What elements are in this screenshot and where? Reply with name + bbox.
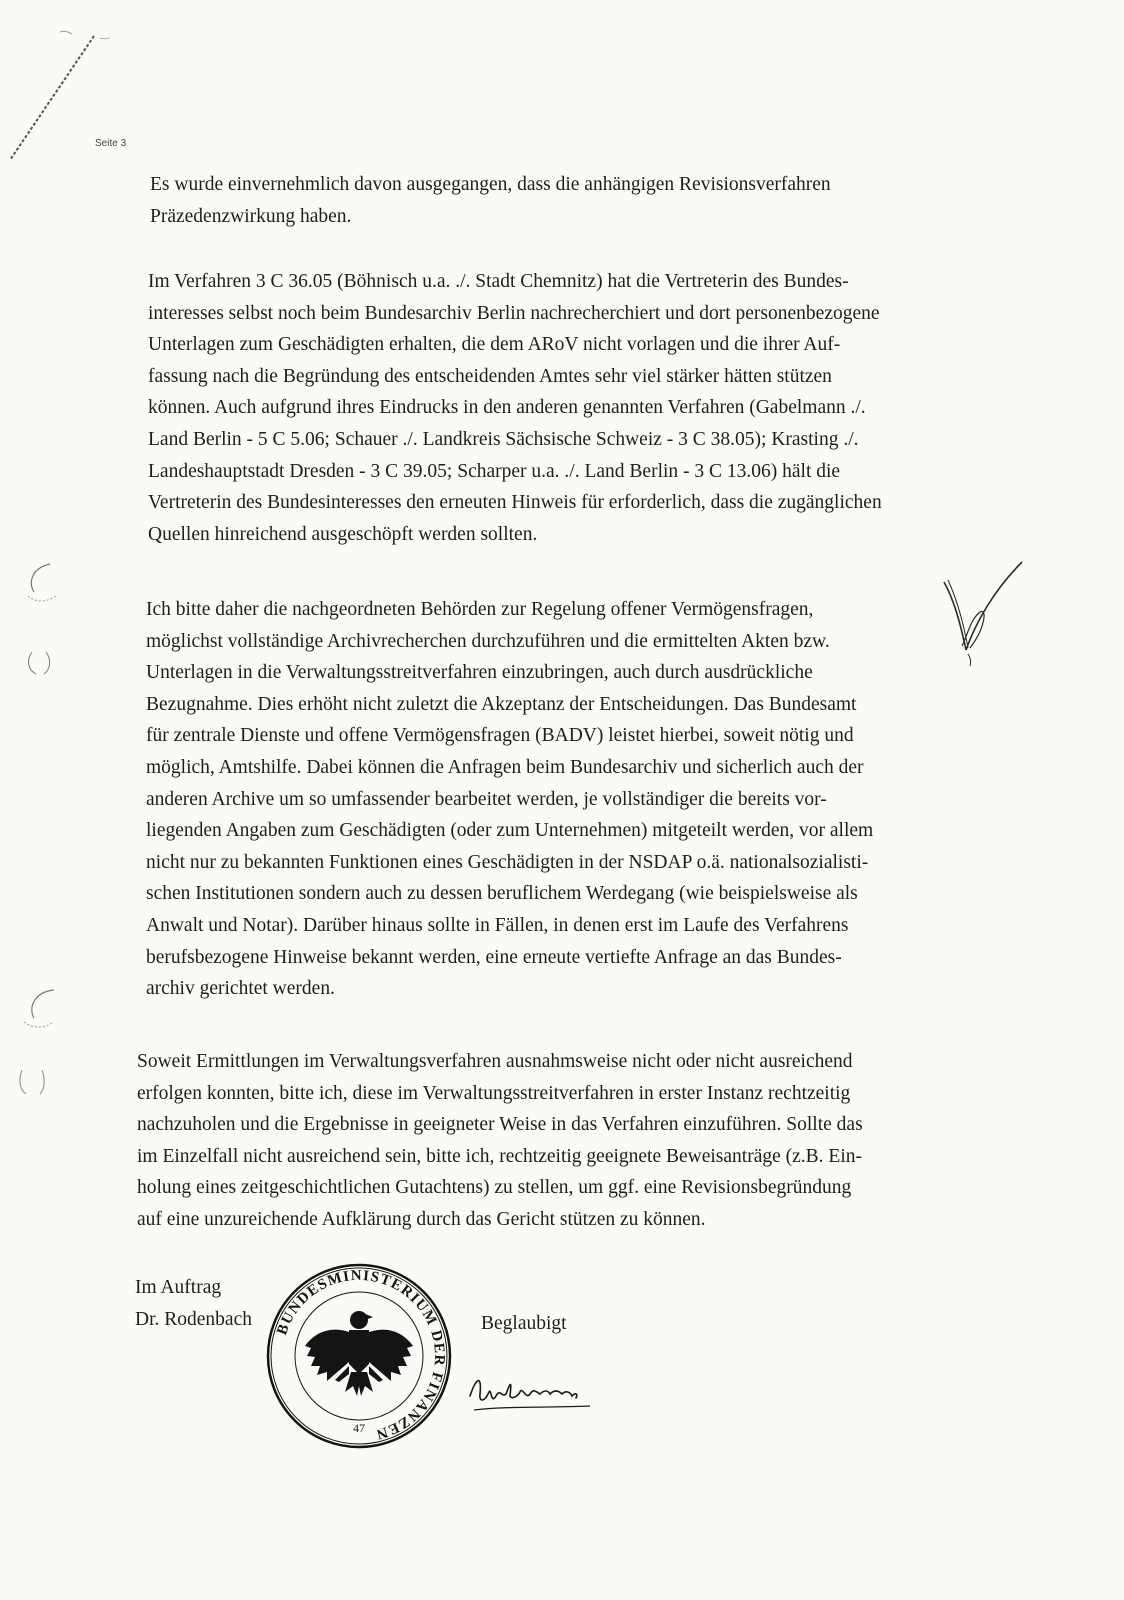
paragraph-1 <box>150 169 831 232</box>
text-line: Vertreterin des Bundesinteresses den erneuten Hinweis für erforderlich, dass die zugänglichen <box>148 492 882 514</box>
eagle-icon <box>305 1311 413 1396</box>
text-line: holung eines zeitgeschichtlichen Gutachtens) zu stellen, um ggf. eine Revisionsbegründung <box>137 1177 852 1199</box>
text-line: liegenden Angaben zum Geschädigten (oder zum Unternehmen) mitgeteilt werden, vor allem <box>146 820 874 842</box>
paragraph-2 <box>148 266 882 550</box>
text-line: im Einzelfall nicht ausreichend sein, bitte ich, rechtzeitig geeignete Beweisanträge (z.B. Ein- <box>137 1145 863 1167</box>
page-label: Seite 3 <box>95 138 127 149</box>
text-line: Land Berlin - 5 C 5.06; Schauer ./. Landkreis Sächsische Schweiz - 3 C 38.05); Krasting ./. <box>148 428 859 450</box>
text-line: Im Verfahren 3 C 36.05 (Böhnisch u.a. ./. Stadt Chemnitz) hat die Vertreterin des Bundes- <box>148 271 849 292</box>
paragraph-3 <box>146 594 873 1005</box>
signoff-block <box>135 1272 252 1336</box>
beglaubigt-label: Beglaubigt <box>481 1313 567 1334</box>
paragraph-4 <box>137 1046 863 1236</box>
text-line: schen Institutionen sondern auch zu dessen beruflichem Werdegang (wie beispielsweise als <box>146 883 858 905</box>
text-line: Präzedenzwirkung haben. <box>150 205 352 227</box>
in-auftrag-label: Im Auftrag <box>135 1277 222 1298</box>
text-line: Unterlagen zum Geschädigten erhalten, die dem ARoV nicht vorlagen und die ihrer Auf- <box>148 334 841 356</box>
text-line: erfolgen konnten, bitte ich, diese im Verwaltungsstreitverfahren in erster Instanz rechtzeitig <box>137 1082 851 1104</box>
text-line: fassung nach die Begründung des entscheidenden Amtes sehr viel stärker hätten stützen <box>148 365 832 387</box>
ministry-seal-icon <box>265 1262 453 1450</box>
handwritten-check-icon <box>940 560 1030 670</box>
text-line: möglich, Amtshilfe. Dabei können die Anfragen beim Bundesarchiv und sicherlich auch der <box>146 756 864 778</box>
text-line: für zentrale Dienste und offene Vermögensfragen (BADV) leistet hierbei, soweit nötig und <box>146 725 854 747</box>
text-line: Quellen hinreichend ausgeschöpft werden sollten. <box>148 523 538 545</box>
text-line: Soweit Ermittlungen im Verwaltungsverfahren ausnahmsweise nicht oder nicht ausreichend <box>137 1051 853 1072</box>
text-line: anderen Archive um so umfassender bearbeitet werden, je vollständiger die bereits vor- <box>146 788 827 810</box>
text-line: Anwalt und Notar). Darüber hinaus sollte in Fällen, in denen erst im Laufe des Verfahrens <box>146 914 849 936</box>
scan-stroke-icon <box>0 30 110 170</box>
text-line: können. Auch aufgrund ihres Eindrucks in den anderen genannten Verfahren (Gabelmann ./. <box>148 397 866 419</box>
signatory-name: Dr. Rodenbach <box>135 1309 252 1330</box>
text-line: auf eine unzureichende Aufklärung durch das Gericht stützen zu können. <box>137 1208 706 1230</box>
seal-number: 47 <box>353 1421 365 1435</box>
text-line: interesses selbst noch beim Bundesarchiv Berlin nachrecherchiert und dort personenbezogene <box>148 302 880 324</box>
text-line: nicht nur zu bekannten Funktionen eines Geschädigten in der NSDAP o.ä. nationalsozialisti- <box>146 851 869 873</box>
text-line: Ich bitte daher die nachgeordneten Behörden zur Regelung offener Vermögensfragen, <box>146 599 814 620</box>
text-line: archiv gerichtet werden. <box>146 978 335 1000</box>
seal-text: BUNDESMINISTERIUM DER FINANZEN <box>274 1267 448 1443</box>
punch-hole-marks-icon <box>10 560 80 1120</box>
text-line: nachzuholen und die Ergebnisse in geeigneter Weise in das Verfahren einzuführen. Sollte das <box>137 1114 863 1136</box>
text-line: Landeshauptstadt Dresden - 3 C 39.05; Scharper u.a. ./. Land Berlin - 3 C 13.06) hält die <box>148 460 841 482</box>
text-line: Bezugnahme. Dies erhöht nicht zuletzt die Akzeptanz der Entscheidungen. Das Bundesamt <box>146 693 857 715</box>
text-line: möglichst vollständige Archivrecherchen durchzuführen und die ermittelten Akten bzw. <box>146 630 830 652</box>
text-line: berufsbezogene Hinweise bekannt werden, eine erneute vertiefte Anfrage an das Bundes- <box>146 946 842 968</box>
text-line: Unterlagen in die Verwaltungsstreitverfahren einzubringen, auch durch ausdrückliche <box>146 662 813 684</box>
text-line: Es wurde einvernehmlich davon ausgegangen, dass die anhängigen Revisionsverfahren <box>150 174 831 195</box>
handwritten-signature-icon <box>466 1366 596 1416</box>
